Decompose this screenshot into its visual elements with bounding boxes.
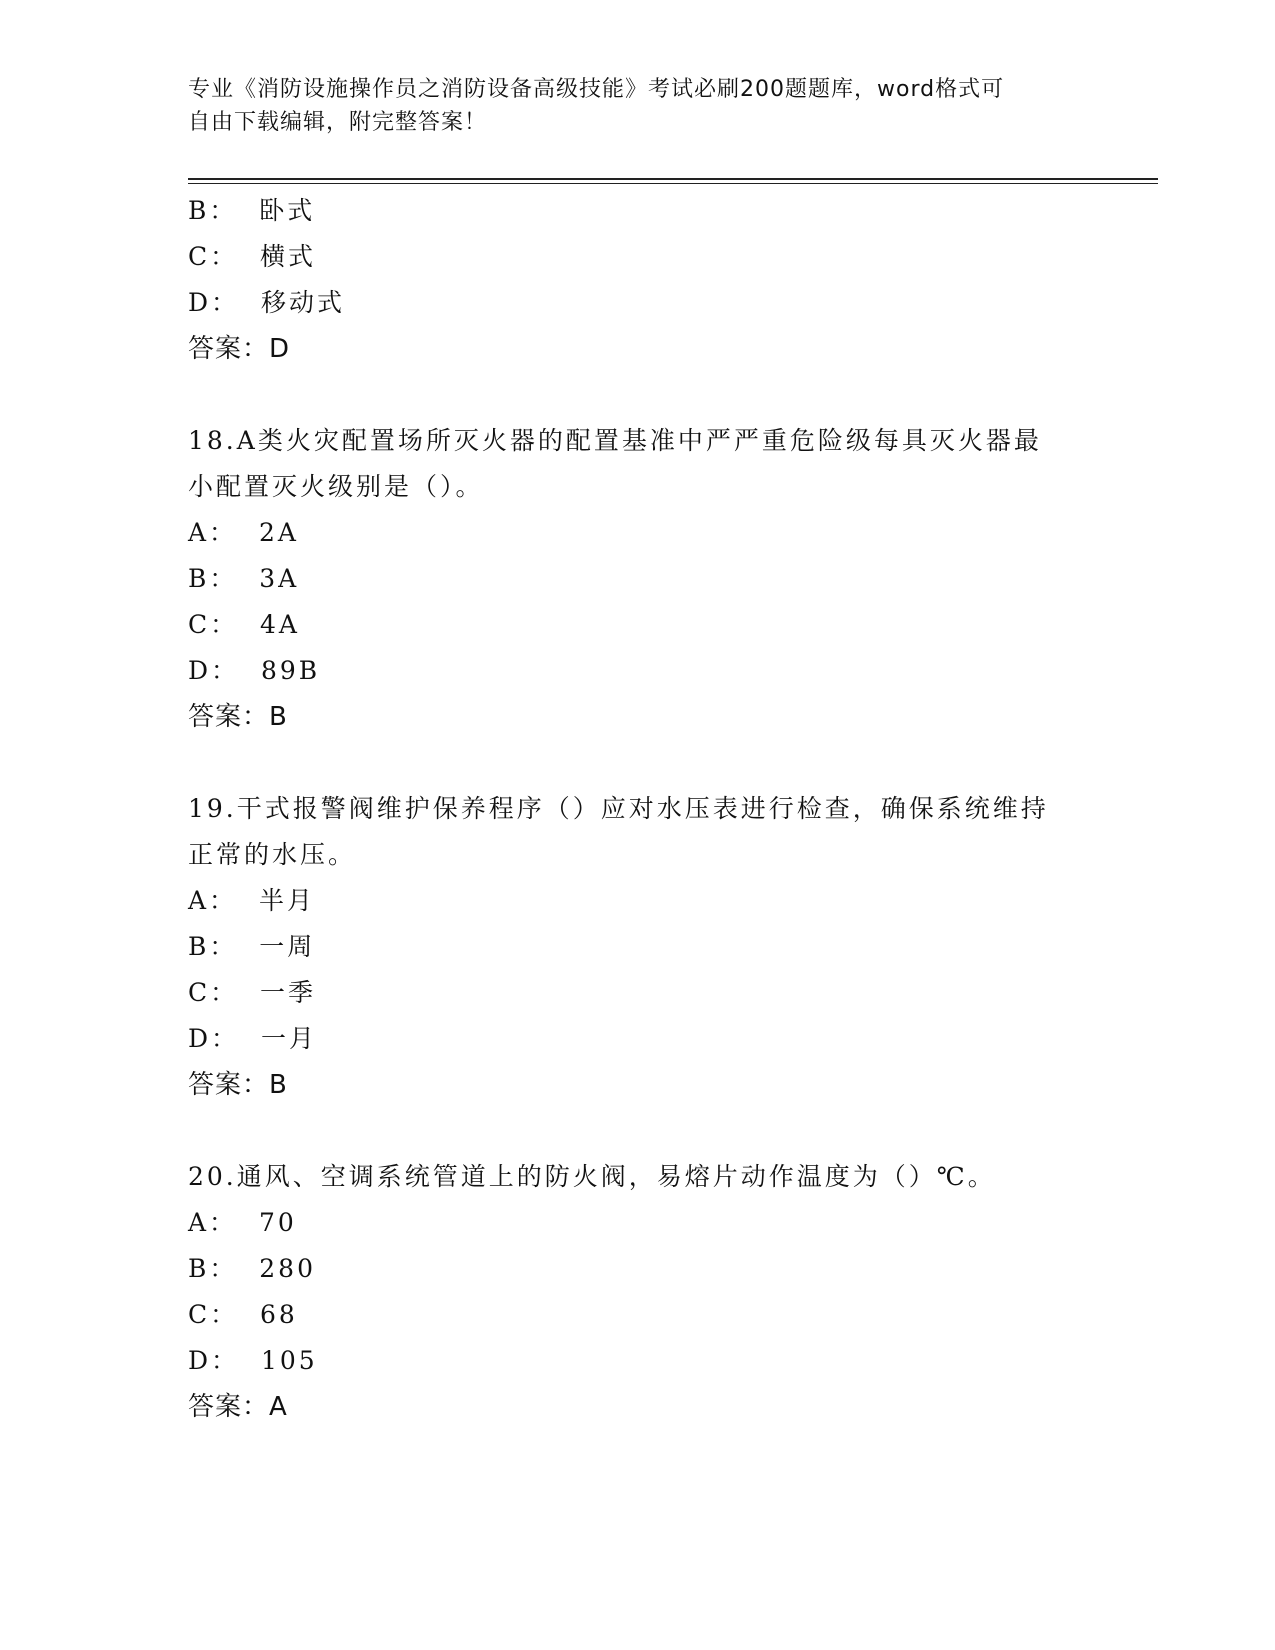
question-19 <box>188 786 1088 1108</box>
header-divider-thin <box>188 183 1158 184</box>
option-c: C： 一季 <box>188 978 317 1007</box>
option-d: D： 移动式 <box>188 288 345 317</box>
answer-line: 答案：D <box>188 334 291 364</box>
header-line-1: 专业《消防设施操作员之消防设备高级技能》考试必刷200题题库，word格式可 <box>188 77 1005 102</box>
question-20 <box>188 1154 1088 1430</box>
option-c: C： 68 <box>188 1300 298 1329</box>
question-stem-line-2: 小配置灭火级别是（）。 <box>188 472 484 501</box>
question-stem-line-2: 正常的水压。 <box>188 840 357 869</box>
question-content <box>188 188 1088 1430</box>
option-a: A： 70 <box>188 1208 297 1237</box>
option-b: B： 3A <box>188 564 300 593</box>
answer-line: 答案：B <box>188 1070 288 1100</box>
option-d: D： 89B <box>188 656 321 685</box>
question-stem-line-1: 19.干式报警阀维护保养程序（）应对水压表进行检查，确保系统维持 <box>188 794 1049 823</box>
option-d: D： 105 <box>188 1346 318 1375</box>
option-c: C： 横式 <box>188 242 317 271</box>
answer-line: 答案：A <box>188 1392 288 1422</box>
header-divider-thick <box>188 178 1158 180</box>
header-line-2: 自由下载编辑，附完整答案！ <box>188 110 488 135</box>
question-stem-line-1: 18.A类火灾配置场所灭火器的配置基准中严严重危险级每具灭火器最 <box>188 426 1042 455</box>
option-b: B： 卧式 <box>188 196 316 225</box>
option-a: A： 2A <box>188 518 299 547</box>
option-d: D： 一月 <box>188 1024 317 1053</box>
question-stem-line-1: 20.通风、空调系统管道上的防火阀，易熔片动作温度为（）℃。 <box>188 1162 996 1191</box>
option-c: C： 4A <box>188 610 300 639</box>
option-a: A： 半月 <box>188 886 315 915</box>
option-b: B： 280 <box>188 1254 316 1283</box>
option-b: B： 一周 <box>188 932 316 961</box>
partial-question-17 <box>188 188 1088 372</box>
question-18 <box>188 418 1088 740</box>
document-header <box>188 73 1068 139</box>
answer-line: 答案：B <box>188 702 288 732</box>
